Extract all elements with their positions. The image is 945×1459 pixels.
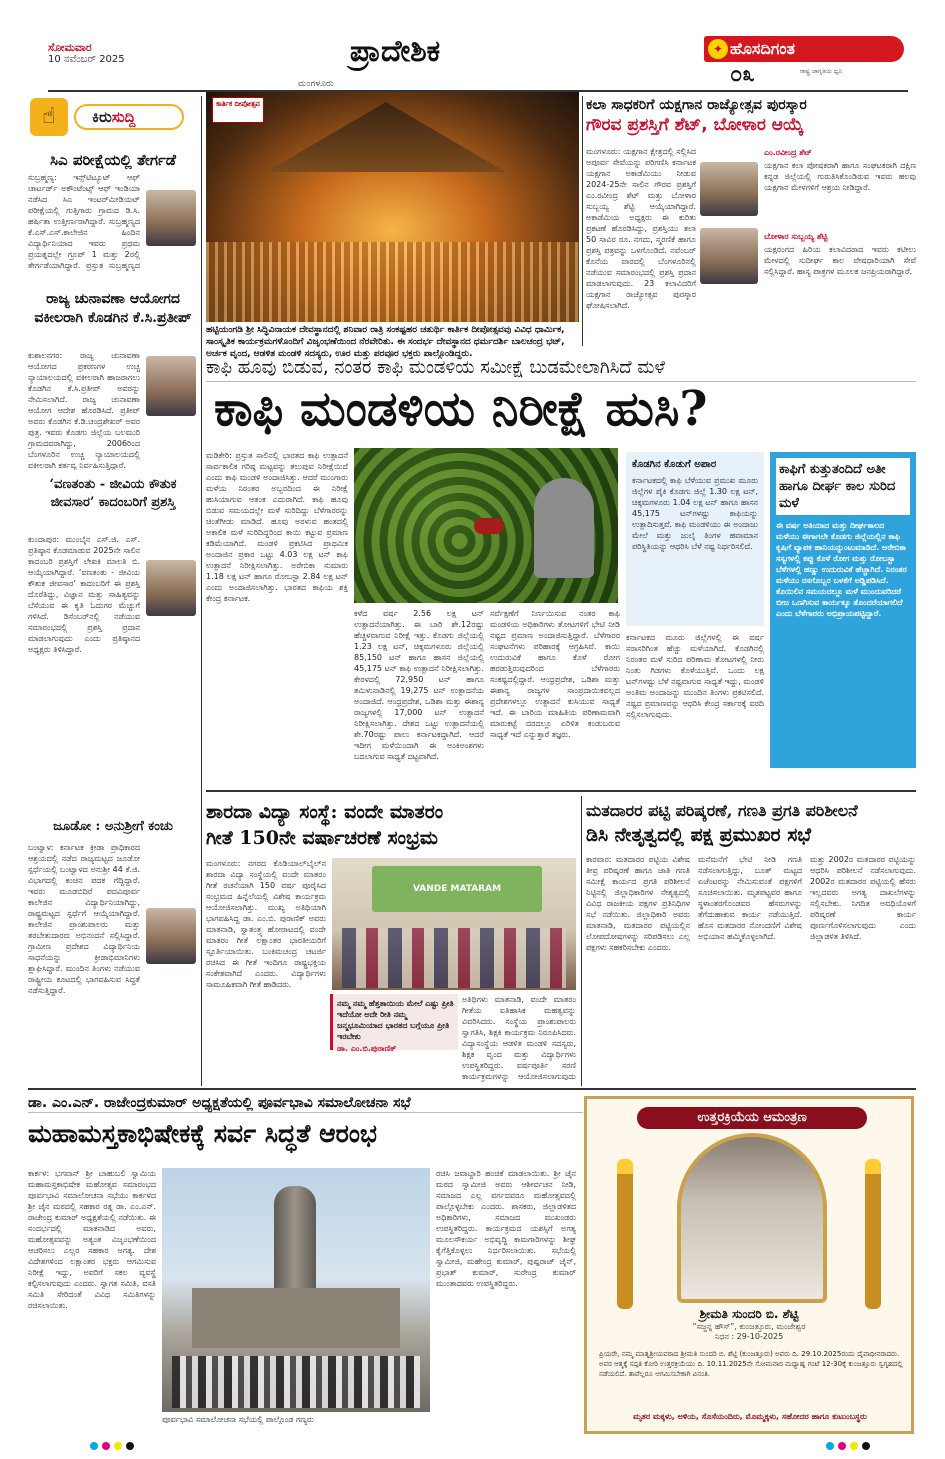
masthead-emblem-icon: ✦ xyxy=(708,39,728,59)
masthead-title: ಹೊಸದಿಗಂತ xyxy=(730,39,795,58)
coffee-berries-shape xyxy=(474,518,504,534)
voter-headline-line2: ಡಿಸಿ ನೇತೃತ್ವದಲ್ಲಿ ಪಕ್ಷ ಪ್ರಮುಖರ ಸಭೆ xyxy=(586,824,812,846)
yakshagana-text: ಯಕ್ಷಗಾನ ಕಲಾ ಪೋಷಕರಾಗಿ ಹಾಗೂ ಸಂಘಟಕರಾಗಿ ದಕ್ಷಿಣ ಕನ್ನಡ ಜಿಲ್ಲೆಯಲ್ಲಿ ಗುರುತಿಸಿಕೊಂಡಿರುವ ಇವರು ಹಲವು ಯಕ್ಷಗಾನ ಮೇಳಗಳಿಗೆ ಆಶ್ರಯ ನೀಡಿದ್ದಾರೆ. xyxy=(764,161,916,192)
column-rule xyxy=(582,96,583,346)
mahamastaka-caption: ಪೂರ್ವಭಾವಿ ಸಮಾಲೋಚನಾ ಸಭೆಯಲ್ಲಿ ಪಾಲ್ಗೊಂಡ ಗಣ್ಯರು xyxy=(162,1415,314,1424)
brief-title: ‘ವಣತಂತು - ಜೀವಿಯ ಕೌತುಕ ಜೀವಸಾರ’ ಕಾದಂಬರಿಗೆ ಪ್ರಶಸ್ತಿ xyxy=(49,477,177,510)
obituary-banner: ಉತ್ತರಕ್ರಿಯೆಯ ಆಮಂತ್ರಣ xyxy=(637,1107,867,1129)
registration-mark xyxy=(126,1442,134,1450)
registration-mark xyxy=(90,1442,98,1450)
rain-infobox-title: ಕಾಫಿಗೆ ಕುತ್ತುತಂದಿದೆ ಅತೀ ಹಾಗೂ ದೀರ್ಘ ಕಾಲ ಸುರಿದ ಮಳೆ xyxy=(776,458,910,515)
brief-title: ಸಿಎ ಪರೀಕ್ಷೆಯಲ್ಲಿ ತೇರ್ಗಡೆ xyxy=(50,151,176,169)
deceased-name: ಶ್ರೀಮತಿ ಸುಂದರಿ ಬಿ. ಶೆಟ್ಟಿ xyxy=(699,1307,799,1321)
sharada-headline-block xyxy=(206,799,578,851)
mahamastaka-text: ರಚಿಸಿ ಜವಾಬ್ದಾರಿ ಹಂಚಿಕೆ ಮಾಡಲಾಯಿತು. ಶ್ರೀ ಜೈನ ಮಠದ ಸ್ವಾಮೀಜಿ ಅವರು ಆಶೀರ್ವಚನ ನೀಡಿ, ಸಮಾಜದ ಎಲ್ಲ ವರ್ಗದವರೂ ಮಹೋತ್ಸವದಲ್ಲಿ ಪಾಲ್ಗೊಳ್ಳಬೇಕು ಎಂದರು. ಶಾಸಕರು, ಜಿಲ್ಲಾಡಳಿತದ ಅಧಿಕಾರಿಗಳು, ಸಮಾಜದ ಮುಖಂಡರು ಉಪಸ್ಥಿತರಿದ್ದರು. ಕಾರ್ಯಕ್ರಮದ ಯಶಸ್ಸಿಗೆ ಅಗತ್ಯ ಮೂಲಸೌಕರ್ಯ ಅಭಿವೃದ್ಧಿ ಕಾಮಗಾರಿಗಳನ್ನು ಶೀಘ್ರ ಕೈಗೆತ್ತಿಕೊಳ್ಳಲು ನಿರ್ಧರಿಸಲಾಯಿತು. ಸಭೆಯಲ್ಲಿ ಸ್ವಾಮೀಜಿ, ಮಹೇಂದ್ರ ಕುಮಾರ್, ಪುಷ್ಪರಾಜ್ ಜೈನ್, ಪ್ರಭಾತ್ ಕುಮಾರ್, ಸುರೇಂದ್ರ ಕುಮಾರ್ ಮುಂತಾದವರು ಉಪಸ್ಥಿತರಿದ್ದರು. xyxy=(436,1169,576,1288)
yakshagana-label-shet: ಎಂ.ರವೀಂದ್ರ ಶೆಟ್ xyxy=(764,148,812,157)
brief-text: ಬಂಟ್ವಾಳ: ಕರ್ನಾಟಕ ಕ್ರೀಡಾ ಪ್ರಾಧಿಕಾರದ ಆಶ್ರಯದಲ್ಲಿ ನಡೆದ ರಾಜ್ಯಮಟ್ಟದ ಜೂಡೋ ಸ್ಪರ್ಧೆಯಲ್ಲಿ ಬಂಟ್ವಾಳದ ಅನುಶ್ರೀ 44 ಕೆ.ಜಿ. ವಿಭಾಗದಲ್ಲಿ ಕಂಚಿನ ಪದಕ ಗೆದ್ದಿದ್ದಾರೆ. ಇವರು ಮೂಡಬಿದಿರೆ ಪದವಿಪೂರ್ವ ಕಾಲೇಜಿನ ವಿದ್ಯಾರ್ಥಿನಿಯಾಗಿದ್ದು, ರಾಷ್ಟ್ರಮಟ್ಟದ ಸ್ಪರ್ಧೆಗೆ ಆಯ್ಕೆಯಾಗಿದ್ದಾರೆ. ಕಾಲೇಜಿನ ಪ್ರಾಂಶುಪಾಲರು ಮತ್ತು ತರಬೇತುದಾರರು ಅಭಿನಂದನೆ ಸಲ್ಲಿಸಿದ್ದಾರೆ. ಗ್ರಾಮೀಣ ಪ್ರದೇಶದ ವಿದ್ಯಾರ್ಥಿನಿಯ ಸಾಧನೆಯನ್ನು ಕ್ರೀಡಾಭಿಮಾನಿಗಳು ಶ್ಲಾಘಿಸಿದ್ದಾರೆ. ಮುಂದಿನ ತಿಂಗಳು ನಡೆಯುವ ರಾಷ್ಟ್ರೀಯ ಕೂಟದಲ್ಲಿ ಭಾಗವಹಿಸುವ ಸಿದ್ಧತೆ ನಡೆಸುತ್ತಿದ್ದಾರೆ. xyxy=(28,843,140,995)
coffee-text: ಕಳೆದ ವರ್ಷ 2.56 ಲಕ್ಷ ಟನ್ ಉತ್ಪಾದನೆಯಾಗಿತ್ತು. ಈ ಬಾರಿ ಶೇ.12ರಷ್ಟು ಹೆಚ್ಚಳವಾಗುವ ನಿರೀಕ್ಷೆ ಇತ್ತು. ಕೊಡಗು ಜಿಲ್ಲೆಯಲ್ಲಿ 1.23 ಲಕ್ಷ ಟನ್, ಚಿಕ್ಕಮಗಳೂರು ಜಿಲ್ಲೆಯಲ್ಲಿ 85,150 ಟನ್ ಹಾಗೂ ಹಾಸನ ಜಿಲ್ಲೆಯಲ್ಲಿ 45,175 ಟನ್ ಕಾಫಿ ಉತ್ಪಾದನೆ ನಿರೀಕ್ಷಿಸಲಾಗಿತ್ತು. ಕೇರಳದಲ್ಲಿ 72,950 ಟನ್ ಹಾಗೂ ತಮಿಳುನಾಡಿನಲ್ಲಿ 19,275 ಟನ್ ಉತ್ಪಾದನೆಯ ಅಂದಾಜಿದೆ. ಆಂಧ್ರಪ್ರದೇಶ, ಒಡಿಶಾ ಮತ್ತು ಈಶಾನ್ಯ ರಾಜ್ಯಗಳಲ್ಲಿ 17,000 ಟನ್ ಉತ್ಪಾದನೆ ನಿರೀಕ್ಷಿಸಲಾಗಿತ್ತು. ದೇಶದ ಒಟ್ಟು ಉತ್ಪಾದನೆಯಲ್ಲಿ ಶೇ.70ರಷ್ಟು ಪಾಲು ಕರ್ನಾಟಕದ್ದಾಗಿದೆ. ಆದರೆ ಇದೀಗ ಮಳೆಯಿಂದಾಗಿ ಈ ಅಂಕಿಅಂಶಗಳು ಬದಲಾಗುವ ಸಾಧ್ಯತೆ ದಟ್ಟವಾಗಿದೆ. xyxy=(354,609,484,761)
kodagu-infobox-text: ಕರ್ನಾಟಕದಲ್ಲಿ ಕಾಫಿ ಬೆಳೆಯುವ ಪ್ರಮುಖ ಮೂರು ಜಿಲ್ಲೆಗಳ ಪೈಕಿ ಕೊಡಗು ಜಿಲ್ಲೆ 1.30 ಲಕ್ಷ ಟನ್, ಚಿಕ್ಕಮಗಳೂರು 1.04 ಲಕ್ಷ ಟನ್ ಹಾಗೂ ಹಾಸನ 45,175 ಟನ್‌ಗಳಷ್ಟು ಕಾಫಿಯನ್ನು ಉತ್ಪಾದಿಸುತ್ತವೆ. ಕಾಫಿ ಮಂಡಳಿಯು ಈ ಅಂದಾಜು ಮೇಲೆ ಮತ್ತು ಜುಲೈ ತಿಂಗಳ ಹವಾಮಾನ ಪರಿಸ್ಥಿತಿಯನ್ನು ಆಧರಿಸಿ ಬೆಳೆ ನಷ್ಟ ನಿರ್ಧರಿಸಲಿದೆ. xyxy=(632,476,758,551)
kirusuddi-label-b: ಸುದ್ದಿ xyxy=(111,108,136,126)
deepotsava-photo xyxy=(206,92,579,322)
kirusuddi-header xyxy=(30,98,190,138)
voter-text: ಕಾರವಾರ: ಮತದಾರರ ಪಟ್ಟಿಯ ವಿಶೇಷ ತೀವ್ರ ಪರಿಷ್ಕರಣೆ ಹಾಗೂ ಜಾತಿ ಗಣತಿ ಸಮೀಕ್ಷೆ ಕಾರ್ಯದ ಪ್ರಗತಿ ಪರಿಶೀಲನೆ ನಿಟ್ಟಿನಲ್ಲಿ ಜಿಲ್ಲಾಧಿಕಾರಿಗಳ ನೇತೃತ್ವದಲ್ಲಿ ವಿವಿಧ ರಾಜಕೀಯ ಪಕ್ಷಗಳ ಪ್ರತಿನಿಧಿಗಳ ಸಭೆ ನಡೆಯಿತು. ಜಿಲ್ಲಾಧಿಕಾರಿ ಅವರು ಮಾತನಾಡಿ, ಮತದಾರರ ಪಟ್ಟಿಯಲ್ಲಿನ ಲೋಪದೋಷಗಳನ್ನು ಸರಿಪಡಿಸಲು ಎಲ್ಲ ಪಕ್ಷಗಳು ಸಹಕರಿಸಬೇಕು ಎಂದರು. xyxy=(586,855,690,952)
kirusuddi-label xyxy=(74,104,184,130)
registration-mark xyxy=(850,1442,858,1450)
deceased-date: ನಿಧನ : 29-10-2025 xyxy=(714,1332,784,1341)
voter-headline-line1: ಮತದಾರರ ಪಟ್ಟಿ ಪರಿಷ್ಕರಣೆ, ಗಣತಿ ಪ್ರಗತಿ ಪರಿಶೀಲನೆ xyxy=(586,801,858,820)
yakshagana-headline: ಗೌರವ ಪ್ರಶಸ್ತಿಗೆ ಶೆಟ್, ಬೋಳಾರ ಆಯ್ಕೆ xyxy=(586,115,804,135)
deceased-house: “ಸಜ್ಜನ್ನ ಹೌಸ್”, ಕುಂಜತ್ತೂರು, ಮಂಜೇಶ್ವರ xyxy=(692,1322,806,1331)
yakshagana-text: ಮಂಗಳೂರು: ಯಕ್ಷಗಾನ ಕ್ಷೇತ್ರದಲ್ಲಿ ಸಲ್ಲಿಸಿದ ಅಪೂರ್ವ ಸೇವೆಯನ್ನು ಪರಿಗಣಿಸಿ ಕರ್ನಾಟಕ ಯಕ್ಷಗಾನ ಅಕಾಡೆಮಿಯು ನೀಡುವ 2024-25ನೇ ಸಾಲಿನ ಗೌರವ ಪ್ರಶಸ್ತಿಗೆ ಎಂ.ರವೀಂದ್ರ ಶೆಟ್ ಮತ್ತು ಬೋಳಾರ ಸುಬ್ಬಯ್ಯ ಶೆಟ್ಟಿ ಆಯ್ಕೆಯಾಗಿದ್ದಾರೆ. ಅಕಾಡೆಮಿಯ ಅಧ್ಯಕ್ಷರು ಈ ಕುರಿತು ಪ್ರಕಟಣೆ ಹೊರಡಿಸಿದ್ದು, ಪ್ರಶಸ್ತಿಯು ತಲಾ 50 ಸಾವಿರ ರೂ. ನಗದು, ಸ್ಮರಣಿಕೆ ಹಾಗೂ ಪ್ರಶಸ್ತಿ ಪತ್ರವನ್ನು ಒಳಗೊಂಡಿದೆ. ನವೆಂಬರ್ ಕೊನೆಯ ವಾರದಲ್ಲಿ ಬೆಂಗಳೂರಿನಲ್ಲಿ ನಡೆಯುವ ಸಮಾರಂಭದಲ್ಲಿ ಪ್ರಶಸ್ತಿ ಪ್ರದಾನ ಮಾಡಲಾಗುವುದು. 23 ಕಲಾವಿದರಿಗೆ ಯಕ್ಷಗಾನ ರಾಜ್ಯೋತ್ಸವ ಪುರಸ್ಕಾರ ಘೋಷಿಸಲಾಗಿದೆ. xyxy=(586,147,696,310)
column-rule xyxy=(201,96,202,1086)
column-rule xyxy=(581,796,582,1086)
coffee-text: ಕರ್ನಾಟಕದ ಮೂರು ಜಿಲ್ಲೆಗಳಲ್ಲಿ ಈ ವರ್ಷ ಸರಾಸರಿಗಿಂತ ಹೆಚ್ಚು ಮಳೆಯಾಗಿದೆ. ಕೊಡಗಿನಲ್ಲಿ ನಿರಂತರ ಮಳೆ ಸುರಿದ ಪರಿಣಾಮ ತೋಟಗಳಲ್ಲಿ ನೀರು ನಿಂತು ಗಿಡಗಳು ಕೊಳೆಯುತ್ತಿವೆ. ಒಂದು ಲಕ್ಷ ಟನ್‌ಗಳಷ್ಟು ಬೆಳೆ ನಷ್ಟವಾಗುವ ಸಾಧ್ಯತೆ ಇದ್ದು, ಮಂಡಳಿ ಅಂತಿಮ ಅಂದಾಜನ್ನು ಮುಂದಿನ ತಿಂಗಳು ಪ್ರಕಟಿಸಲಿದೆ. ನಷ್ಟದ ಪ್ರಮಾಣವನ್ನು ಆಧರಿಸಿ ಕೇಂದ್ರ ಸರ್ಕಾರಕ್ಕೆ ವರದಿ ಸಲ್ಲಿಸಲಾಗುವುದು. xyxy=(626,633,764,719)
mahamastaka-text: ಕಾರ್ಕಳ: ಭಗವಾನ್ ಶ್ರೀ ಬಾಹುಬಲಿ ಸ್ವಾಮಿಯ ಮಹಾಮಸ್ತಕಾಭಿಷೇಕ ಮಹೋತ್ಸವ ಸಮಾರಂಭದ ಪೂರ್ವಭಾವಿ ಸಮಾಲೋಚನಾ ಸಭೆಯು ಕಾರ್ಕಳದ ಶ್ರೀ ಜೈನ ಮಠದಲ್ಲಿ ಸಹಕಾರ ರತ್ನ ಡಾ. ಎಂ.ಎನ್. ರಾಜೇಂದ್ರ ಕುಮಾರ್ ಅಧ್ಯಕ್ಷತೆಯಲ್ಲಿ ನಡೆಯಿತು. ಈ ಸಂದರ್ಭದಲ್ಲಿ ಮಾತನಾಡಿದ ಅವರು, ಮಹೋತ್ಸವವನ್ನು ಅತ್ಯಂತ ವಿಜೃಂಭಣೆಯಿಂದ ಆಚರಿಸಲು ಎಲ್ಲರ ಸಹಕಾರ ಅಗತ್ಯ. ದೇಶ ವಿದೇಶಗಳಿಂದ ಲಕ್ಷಾಂತರ ಭಕ್ತರು ಆಗಮಿಸುವ ನಿರೀಕ್ಷೆ ಇದ್ದು, ಅವರಿಗೆ ಸಕಲ ವ್ಯವಸ್ಥೆ ಕಲ್ಪಿಸಲಾಗುವುದು ಎಂದರು. ಸ್ವಾಗತ ಸಮಿತಿ, ವಸತಿ ಸಮಿತಿ ಸೇರಿದಂತೆ ವಿವಿಧ ಸಮಿತಿಗಳನ್ನು ರಚಿಸಲಾಯಿತು. xyxy=(28,1169,156,1310)
registration-mark xyxy=(838,1442,846,1450)
yakshagana-kicker: ಕಲಾ ಸಾಧಕರಿಗೆ ಯಕ್ಷಗಾನ ರಾಜ್ಯೋತ್ಸವ ಪುರಸ್ಕಾರ xyxy=(586,97,807,113)
temple-base-shape xyxy=(192,1288,400,1348)
hand-pointing-icon: ☝ xyxy=(30,98,68,136)
masthead-tagline: ರಾಷ್ಟ್ರ ಜಾಗೃತಿಯ ಧ್ವನಿ xyxy=(800,68,843,75)
sharada-text: ಅತಿಥಿಗಳು ಮಾತನಾಡಿ, ವಂದೇ ಮಾತರಂ ಗೀತೆಯ ಐತಿಹಾಸಿಕ ಮಹತ್ವವನ್ನು ವಿವರಿಸಿದರು. ಸಂಸ್ಥೆಯ ಪ್ರಾಂಶುಪಾಲರು ಸ್ವಾಗತಿಸಿ, ಶಿಕ್ಷಕಿ ಕಾರ್ಯಕ್ರಮ ನಿರೂಪಿಸಿದರು. ವಿದ್ಯಾಸಂಸ್ಥೆಯ ಆಡಳಿತ ಮಂಡಳಿ ಸದಸ್ಯರು, ಶಿಕ್ಷಕ ವೃಂದ ಮತ್ತು ವಿದ್ಯಾರ್ಥಿಗಳು ಉಪಸ್ಥಿತರಿದ್ದರು. ವರ್ಷಪೂರ್ತಿ ಸರಣಿ ಕಾರ್ಯಕ್ರಮಗಳನ್ನು ಆಯೋಜಿಸಲಾಗುವುದು xyxy=(462,995,576,1081)
rain-infobox xyxy=(770,452,916,768)
deceased-portrait xyxy=(677,1133,827,1303)
yakshagana-photo-shet xyxy=(700,162,758,216)
yakshagana-text: ಯಕ್ಷರಂಗದ ಹಿರಿಯ ಕಲಾವಿದರಾದ ಇವರು ಕಟೀಲು ಮೇಳದಲ್ಲಿ ಸುದೀರ್ಘ ಕಾಲ ವೇಷಧಾರಿಯಾಗಿ ಸೇವೆ ಸಲ್ಲಿಸಿದ್ದಾರೆ. ಹಾಸ್ಯ ಪಾತ್ರಗಳ ಮೂಲಕ ಜನಪ್ರಿಯರಾಗಿದ್ದಾರೆ. xyxy=(764,245,916,276)
voter-text: ಮನೆಮನೆಗೆ ಭೇಟಿ ನೀಡಿ ಗಣತಿ ನಡೆಸಲಾಗುತ್ತಿದ್ದು, ಬೂತ್ ಮಟ್ಟದ ಏಜೆಂಟರನ್ನು ನೇಮಿಸುವಂತೆ ಪಕ್ಷಗಳಿಗೆ ಸೂಚಿಸಲಾಯಿತು. ಮೃತಪಟ್ಟವರ ಹಾಗೂ ಸ್ಥಳಾಂತರಗೊಂಡವರ ಹೆಸರುಗಳನ್ನು ತೆಗೆದುಹಾಕುವ ಕಾರ್ಯ ನಡೆಯುತ್ತಿದೆ. ಹೊಸ ಮತದಾರರ ನೋಂದಣಿಗೆ ವಿಶೇಷ ಅಭಿಯಾನ ಹಮ್ಮಿಕೊಳ್ಳಲಾಗಿದೆ. xyxy=(698,855,802,941)
oil-lamps-shape xyxy=(206,242,579,322)
masthead-logo xyxy=(704,36,904,62)
sharada-headline-line1: ಶಾರದಾ ವಿದ್ಯಾ ಸಂಸ್ಥೆ: ವಂದೇ ಮಾತರಂ xyxy=(206,801,444,823)
coffee-text: ಸರ್ವೆಕ್ಷಣೆಗೆ ನಿರ್ಣಯಿಸುವ ನಂತರ ಕಾಫಿ ಮಂಡಳಿಯ ಅಧಿಕಾರಿಗಳು ತೋಟಗಳಿಗೆ ಭೇಟಿ ನೀಡಿ ನಷ್ಟದ ಪ್ರಮಾಣ ಅಂದಾಜಿಸುತ್ತಿದ್ದಾರೆ. ಬೆಳೆಗಾರರ ಸಂಘಟನೆಗಳು ಪರಿಹಾರಕ್ಕೆ ಆಗ್ರಹಿಸಿವೆ. ಕಾಯಿ ಉದುರುವಿಕೆ ಹಾಗೂ ಕೊಳೆ ರೋಗ ಹರಡುತ್ತಿರುವುದರಿಂದ ಬೆಳೆಗಾರರು ಸಂಕಷ್ಟದಲ್ಲಿದ್ದಾರೆ. ಆಂಧ್ರಪ್ರದೇಶ, ಒಡಿಶಾ ಮತ್ತು ಈಶಾನ್ಯ ರಾಜ್ಯಗಳ ಸಾಂಪ್ರದಾಯಿಕವಲ್ಲದ ಪ್ರದೇಶಗಳಲ್ಲೂ ಉತ್ಪಾದನೆ ಕುಸಿಯುವ ಸಾಧ್ಯತೆ ಇದೆ. ಈ ಬಾರಿಯ ಮಾಹಿತಿಯ ಪರಿಣಾಮವಾಗಿ ಮಾರುಕಟ್ಟೆ ದರದಲ್ಲೂ ಏರಿಳಿತ ಕಂಡುಬರುವ ಸಾಧ್ಯತೆ ಇದೆ ಎನ್ನುತ್ತಾರೆ ತಜ್ಞರು. xyxy=(490,609,620,739)
sharada-quote: ನಮ್ಮ ನಮ್ಮ ಹೆತ್ತತಾಯಿಯ ಮೇಲೆ ಎಷ್ಟು ಪ್ರೀತಿ ಇದೆಯೋ ಅದೇ ರೀತಿ ನಮ್ಮ ಜನ್ಮಭೂಮಿಯಾದ ಭಾರತದ ಬಗ್ಗೆಯೂ ಪ್ರೀತಿ ಇರಬೇಕು xyxy=(337,999,454,1041)
gathering-shape xyxy=(172,1356,420,1408)
coffee-headline: ಕಾಫಿ ಮಂಡಳಿಯ ನಿರೀಕ್ಷೆ ಹುಸಿ? xyxy=(214,381,708,437)
section-rule xyxy=(28,1088,916,1090)
yakshagana-label-bolara: ಬೋಳಾರ ಸುಬ್ಬಯ್ಯ ಶೆಟ್ಟಿ xyxy=(764,232,828,241)
obituary-body: ಪ್ರಿಯರೇ, ನಮ್ಮ ಮಾತೃಶ್ರೀಯವರಾದ ಶ್ರೀಮತಿ ಸುಂದರಿ ಬಿ. ಶೆಟ್ಟಿ (ಕುಂಜತ್ತೂರು) ಅವರು ದಿ. 29.10.2025ರಂದು ದೈವಾಧೀನರಾದರು. ಅವರ ಆತ್ಮಕ್ಕೆ ಸದ್ಗತಿ ಕೋರಿ ಉತ್ತರಕ್ರಿಯೆಯು ದಿ. 10.11.2025ನೇ ಸೋಮವಾರ ಮಧ್ಯಾಹ್ನ ಗಂಟೆ 12-30ಕ್ಕೆ ಕುಂಜತ್ತೂರು ಸ್ವಗೃಹದಲ್ಲಿ ನಡೆಯಲಿದೆ. ತಾವೆಲ್ಲರೂ ಆಗಮಿಸಬೇಕಾಗಿ ವಿನಂತಿ. xyxy=(599,1350,903,1378)
page-day: ಸೋಮವಾರ xyxy=(48,41,92,54)
kodagu-infobox-title: ಕೊಡಗಿನ ಕೊಡುಗೆ ಅಪಾರ xyxy=(632,459,717,470)
yakshagana-photo-bolara xyxy=(700,228,758,284)
obituary-footer: ಮೃತರ ಮಕ್ಕಳು, ಅಳಿಯ, ಸೊಸೆಯಂದಿರು, ಮೊಮ್ಮಕ್ಕಳು, ಸಹೋದರ ಹಾಗೂ ಕುಟುಂಬಸ್ಥರು xyxy=(633,1412,867,1421)
brief-photo-portrait xyxy=(146,356,196,416)
deepotsava-caption: ಹಟ್ಟಿಯಂಗಡಿ ಶ್ರೀ ಸಿದ್ಧಿವಿನಾಯಕ ದೇವಸ್ಥಾನದಲ್ಲಿ ಶನಿವಾರ ರಾತ್ರಿ ಸಂಕಷ್ಟಹರ ಚತುರ್ಥಿ ಕಾರ್ತಿಕ ದೀಪೋತ್ಸವವು ವಿವಿಧ ಧಾರ್ಮಿಕ, ಸಾಂಸ್ಕೃತಿಕ ಕಾರ್ಯಕ್ರಮಗಳೊಂದಿಗೆ ವಿಜೃಂಭಣೆಯಿಂದ ನೆರವೇರಿತು. ಈ ಸಂದರ್ಭ ದೇವಸ್ಥಾನದ ಧರ್ಮದರ್ಶಿ ಬಾಲಚಂದ್ರ ಭಟ್, ಅರ್ಚಕ ವೃಂದ, ಆಡಳಿತ ಮಂಡಳಿ ಸದಸ್ಯರು, ಊರ ಮತ್ತು ಪರವೂರ ಭಕ್ತರು ಪಾಲ್ಗೊಂಡಿದ್ದರು. xyxy=(206,325,565,359)
brief-title: ರಾಜ್ಯ ಚುನಾವಣಾ ಆಯೋಗದ ವಕೀಲರಾಗಿ ಕೊಡಗಿನ ಕೆ.ಸಿ.ಪ್ರತೀಪ್ xyxy=(34,291,192,326)
rain-infobox-text: ಈ ವರ್ಷ ಅತಿಯಾದ ಮತ್ತು ದೀರ್ಘಕಾಲದ ಮಳೆಯು ಈಗಾಗಲೇ ಕೊಡಗು ಜಿಲ್ಲೆಯಲ್ಲಿನ ಕಾಫಿ ಕೃಷಿಗೆ ವ್ಯಾಪಕ ಹಾನಿಯನ್ನುಂಟುಮಾಡಿದೆ. ಅರೇಬಿಕಾ ಸಸ್ಯಗಳಲ್ಲಿ ಕಪ್ಪು ಕೊಳೆ ರೋಗ ಮತ್ತು ರೋಬಸ್ಟಾ ಬೆಳೆಗಳಲ್ಲಿ ಹಣ್ಣು ಉದುರುವಿಕೆ ಹೆಚ್ಚಾಗಿದೆ. ನಿರಂತರ ಮಳೆಯು ರಸಗೊಬ್ಬರ ಬಳಕೆಗೆ ಅಡ್ಡಿಪಡಿಸಿದೆ. ಕೊಯಿಲಿನ ಸಮಯದಲ್ಲೂ ಮಳೆ ಮುಂದುವರಿದರೆ ಬೀಜ ಒಣಗಿಸುವ ಕಾರ್ಯಕ್ಕೂ ತೊಂದರೆಯಾಗಲಿದೆ ಎಂದು ಬೆಳೆಗಾರರು ಅಭಿಪ್ರಾಯಪಟ್ಟಿದ್ದಾರೆ. xyxy=(776,521,907,618)
brief-photo-portrait xyxy=(146,190,196,246)
registration-mark xyxy=(862,1442,870,1450)
sharada-headline-line2: ಗೀತೆ 150ನೇ ವರ್ಷಾಚರಣೆ ಸಂಭ್ರಮ xyxy=(206,827,438,849)
coffee-kicker: ಕಾಫಿ ಹೂವು ಬಿಡುವ, ನಂತರ ಕಾಫಿ ಮಂಡಳಿಯ ಸಮೀಕ್ಷೆ ಬುಡಮೇಲಾಗಿಸಿದೆ ಮಳೆ xyxy=(206,356,916,382)
brief-photo-portrait xyxy=(146,560,196,616)
brief-title: ಜೂಡೋ : ಅನುಶ್ರೀಗೆ ಕಂಚು xyxy=(53,819,173,834)
mahamastaka-headline: ಮಹಾಮಸ್ತಕಾಭಿಷೇಕಕ್ಕೆ ಸರ್ವ ಸಿದ್ಧತೆ ಆರಂಭ xyxy=(28,1119,378,1148)
page-number: ೦೩ xyxy=(730,62,755,87)
registration-mark xyxy=(102,1442,110,1450)
sharada-photo-banner: VANDE MATARAM xyxy=(372,866,542,912)
obituary-advertisement xyxy=(584,1096,914,1434)
coffee-text: ಮಡಿಕೇರಿ: ಪ್ರಸ್ತುತ ಸಾಲಿನಲ್ಲಿ ಭಾರತದ ಕಾಫಿ ಉತ್ಪಾದನೆ ಸಾರ್ವಕಾಲಿಕ ಗರಿಷ್ಠ ಮಟ್ಟವನ್ನು ತಲುಪುವ ನಿರೀಕ್ಷೆಯಿದೆ ಎಂದು ಕಾಫಿ ಮಂಡಳಿ ಅಂದಾಜಿಸಿತ್ತು. ಆದರೆ ಮುಂಗಾರು ಮಳೆಯ ನಿರಂತರ ಅಬ್ಬರದಿಂದ ಈ ನಿರೀಕ್ಷೆ ಹುಸಿಯಾಗುವ ಆತಂಕ ಎದುರಾಗಿದೆ. ಕಾಫಿ ಹೂವು ಬಿಡುವ ಸಮಯದಲ್ಲೇ ಮಳೆ ಸುರಿದಿದ್ದು ಬೆಳೆಗಾರರನ್ನು ಚಿಂತೆಗೀಡು ಮಾಡಿದೆ. ಹೂವು ಅರಳುವ ಹಂತದಲ್ಲಿ ಅಕಾಲಿಕ ಮಳೆ ಸುರಿದಿದ್ದರಿಂದ ಕಾಯಿ ಕಟ್ಟುವ ಪ್ರಮಾಣ ಕಡಿಮೆಯಾಗಿದೆ. ಮಂಡಳಿ ಪ್ರಕಟಿಸಿದ ಪ್ರಾಥಮಿಕ ಅಂದಾಜಿನ ಪ್ರಕಾರ ಒಟ್ಟು 4.03 ಲಕ್ಷ ಟನ್ ಕಾಫಿ ಉತ್ಪಾದನೆ ನಿರೀಕ್ಷಿಸಲಾಗಿತ್ತು. ಅರೇಬಿಕಾ ಸುಮಾರು 1.18 ಲಕ್ಷ ಟನ್ ಹಾಗೂ ರೋಬಸ್ಟಾ 2.84 ಲಕ್ಷ ಟನ್ ಎಂದು ಅಂದಾಜಿಸಲಾಗಿತ್ತು. ಭಾರತದ ಕಾಫಿಯ ಶಕ್ತಿ ಕೇಂದ್ರ ಕರ್ನಾಟಕ. xyxy=(206,451,348,603)
dignitaries-shape xyxy=(342,928,566,988)
sharada-quote-author: ಡಾ. ಎಂ.ಬಿ.ಪುರಾಣಿಕ್ xyxy=(337,1044,397,1053)
registration-mark xyxy=(114,1442,122,1450)
section-rule xyxy=(206,790,916,792)
kodagu-infobox xyxy=(626,452,764,626)
kirusuddi-label-a: ಕಿರು xyxy=(92,108,112,126)
mahamastaka-kicker: ಡಾ. ಎಂ.ಎನ್. ರಾಜೇಂದ್ರಕುಮಾರ್ ಅಧ್ಯಕ್ಷತೆಯಲ್ಲಿ ಪೂರ್ವಭಾವಿ ಸಮಾಲೋಚನಾ ಸಭೆ xyxy=(28,1094,583,1113)
brief-text: ಕುಂದಾಪುರ: ಮುಂಬೈನ ಎಸ್.ಜಿ. ಎಸ್. ಪ್ರತಿಷ್ಠಾನ ಕೊಡಮಾಡುವ 2025ನೇ ಸಾಲಿನ ಕಾದಂಬರಿ ಪ್ರಶಸ್ತಿಗೆ ಲೇಖಕಿ ಮಾಲತಿ ಬಿ. ಆಯ್ಕೆಯಾಗಿದ್ದಾರೆ. ‘ವಣತಂತು - ಜೀವಿಯ ಕೌತುಕ ಜೀವಸಾರ’ ಕಾದಂಬರಿಗೆ ಈ ಪ್ರಶಸ್ತಿ ದೊರೆತಿದ್ದು, ವಿಜ್ಞಾನ ಮತ್ತು ಸಾಹಿತ್ಯವನ್ನು ಬೆಸೆಯುವ ಈ ಕೃತಿ ಓದುಗರ ಮೆಚ್ಚುಗೆ ಗಳಿಸಿದೆ. ಡಿಸೆಂಬರ್‌ನಲ್ಲಿ ನಡೆಯುವ ಸಮಾರಂಭದಲ್ಲಿ ಪ್ರಶಸ್ತಿ ಪ್ರದಾನ ಮಾಡಲಾಗುವುದು ಎಂದು ಪ್ರತಿಷ್ಠಾನದ ಅಧ್ಯಕ್ಷರು ತಿಳಿಸಿದ್ದಾರೆ. xyxy=(28,535,140,654)
bahubali-statue-photo xyxy=(162,1168,430,1412)
oil-lamp-icon xyxy=(865,1159,881,1309)
sharada-quote-box xyxy=(330,994,458,1053)
coffee-plant-photo xyxy=(354,448,618,603)
section-title: ಪ್ರಾದೇಶಿಕ xyxy=(349,34,441,69)
page-date: 10 ನವೆಂಬರ್ 2025 xyxy=(48,54,125,65)
brief-photo-portrait xyxy=(146,908,196,964)
temple-roof-shape xyxy=(266,102,506,172)
registration-mark xyxy=(826,1442,834,1450)
picker-figure-shape xyxy=(534,478,594,578)
sharada-text: ಮಂಗಳೂರು: ನಗರದ ಕೊಡಿಯಾಲ್‌ಬೈಲ್‌ನ ಶಾರದಾ ವಿದ್ಯಾ ಸಂಸ್ಥೆಯಲ್ಲಿ ವಂದೇ ಮಾತರಂ ಗೀತೆ ರಚನೆಯಾಗಿ 150 ವರ್ಷ ಪೂರೈಸಿದ ಸಂಭ್ರಮದ ಹಿನ್ನೆಲೆಯಲ್ಲಿ ವಿಶೇಷ ಕಾರ್ಯಕ್ರಮ ಆಯೋಜಿಸಲಾಗಿತ್ತು. ಮುಖ್ಯ ಅತಿಥಿಯಾಗಿ ಭಾಗವಹಿಸಿದ್ದ ಡಾ. ಎಂ.ಬಿ. ಪುರಾಣಿಕ್ ಅವರು ಮಾತನಾಡಿ, ಸ್ವಾತಂತ್ರ್ಯ ಹೋರಾಟದಲ್ಲಿ ವಂದೇ ಮಾತರಂ ಗೀತೆ ಲಕ್ಷಾಂತರ ಭಾರತೀಯರಿಗೆ ಸ್ಫೂರ್ತಿಯಾಯಿತು. ಬಂಕಿಮಚಂದ್ರ ಚಟರ್ಜಿ ರಚಿಸಿದ ಈ ಗೀತೆ ಇಂದಿಗೂ ರಾಷ್ಟ್ರಭಕ್ತಿಯ ಸಂಕೇತವಾಗಿದೆ ಎಂದರು. ವಿದ್ಯಾರ್ಥಿಗಳು ಸಾಮೂಹಿಕವಾಗಿ ಗೀತೆ ಹಾಡಿದರು. xyxy=(206,859,326,989)
sharada-event-photo xyxy=(332,858,576,990)
voter-headline-block xyxy=(586,799,916,847)
yakshagana-headline-block xyxy=(586,96,916,136)
deepotsava-badge: ಕಾರ್ತಿಕ ದೀಪೋತ್ಸವ xyxy=(212,97,264,123)
voter-text: ಮತ್ತು 2002ರ ಮತದಾರರ ಪಟ್ಟಿಯನ್ನು ಆಧರಿಸಿ ಪರಿಶೀಲನೆ ನಡೆಸಲಾಗುವುದು. 2002ರ ಮತದಾರರ ಪಟ್ಟಿಯಲ್ಲಿ ಹೆಸರು ಇಲ್ಲದವರು ಅಗತ್ಯ ದಾಖಲೆಗಳನ್ನು ಸಲ್ಲಿಸಬೇಕು. ನಿಗದಿತ ಅವಧಿಯೊಳಗೆ ಪರಿಷ್ಕರಣೆ ಕಾರ್ಯ ಪೂರ್ಣಗೊಳಿಸಲಾಗುವುದು ಎಂದು ಜಿಲ್ಲಾಡಳಿತ ತಿಳಿಸಿದೆ. xyxy=(810,855,916,941)
edition-city: ಮಂಗಳೂರು xyxy=(298,79,334,89)
brief-text: ಕುಶಾಲನಗರ: ರಾಜ್ಯ ಚುನಾವಣಾ ಆಯೋಗದ ಪ್ರಕರಣಗಳ ಉಚ್ಚ ನ್ಯಾಯಾಲಯದಲ್ಲಿ ವಕೀಲರಾಗಿ ಹಾಜರಾಗಲು ಕೊಡಗಿನ ಕೆ.ಸಿ.ಪ್ರತೀಪ್ ಅವರನ್ನು ನೇಮಿಸಲಾಗಿದೆ. ರಾಜ್ಯ ಚುನಾವಣಾ ಆಯೋಗ ಆದೇಶ ಹೊರಡಿಸಿದೆ. ಪ್ರತೀಪ್ ಅವರು ಕೊಡಗಿನ ಕೆ.ಡಿ.ಚಂದ್ರಶೇಖರ್ ಅವರ ಪುತ್ರ. ಇವರು ಕೊಡಗು ಜಿಲ್ಲೆಯ ಬಲಮುರಿ ಗ್ರಾಮದವರಾಗಿದ್ದು, 2006ರಿಂದ ಬೆಂಗಳೂರಿನ ಉಚ್ಚ ನ್ಯಾಯಾಲಯದಲ್ಲಿ ವಕೀಲರಾಗಿ ಕರ್ತವ್ಯ ನಿರ್ವಹಿಸುತ್ತಿದ್ದಾರೆ. xyxy=(28,351,140,470)
page-date-block xyxy=(48,42,125,66)
oil-lamp-icon xyxy=(617,1159,633,1309)
brief-text: ಸುಬ್ರಹ್ಮಣ್ಯ: ಇನ್ಸ್‌ಟಿಟ್ಯೂಟ್ ಆಫ್ ಚಾರ್ಟರ್ಡ್ ಅಕೌಂಟೆಂಟ್ಸ್ ಆಫ್ ಇಂಡಿಯಾ ನಡೆಸಿದ ಸಿಎ ಇಂಟರ್‌ಮೀಡಿಯಟ್ ಪರೀಕ್ಷೆಯಲ್ಲಿ ಗುತ್ತಿಗಾರು ಗ್ರಾಮದ ಡಿ.ಸಿ. ಹರ್ಷಿತಾ ಉತ್ತೀರ್ಣರಾಗಿದ್ದಾರೆ. ಸುಬ್ರಹ್ಮಣ್ಯದ ಕೆ.ಎಸ್.ಎಸ್.ಕಾಲೇಜಿನ ಹಿಂದಿನ ವಿದ್ಯಾರ್ಥಿನಿಯಾದ ಇವರು ಪ್ರಥಮ ಪ್ರಯತ್ನದಲ್ಲೇ ಗ್ರೂಪ್ 1 ಮತ್ತು 2ರಲ್ಲಿ ತೇರ್ಗಡೆಯಾಗಿದ್ದಾರೆ. ಪ್ರಸ್ತುತ ಸುಬ್ರಹ್ಮಣ್ಯದ xyxy=(28,173,140,270)
